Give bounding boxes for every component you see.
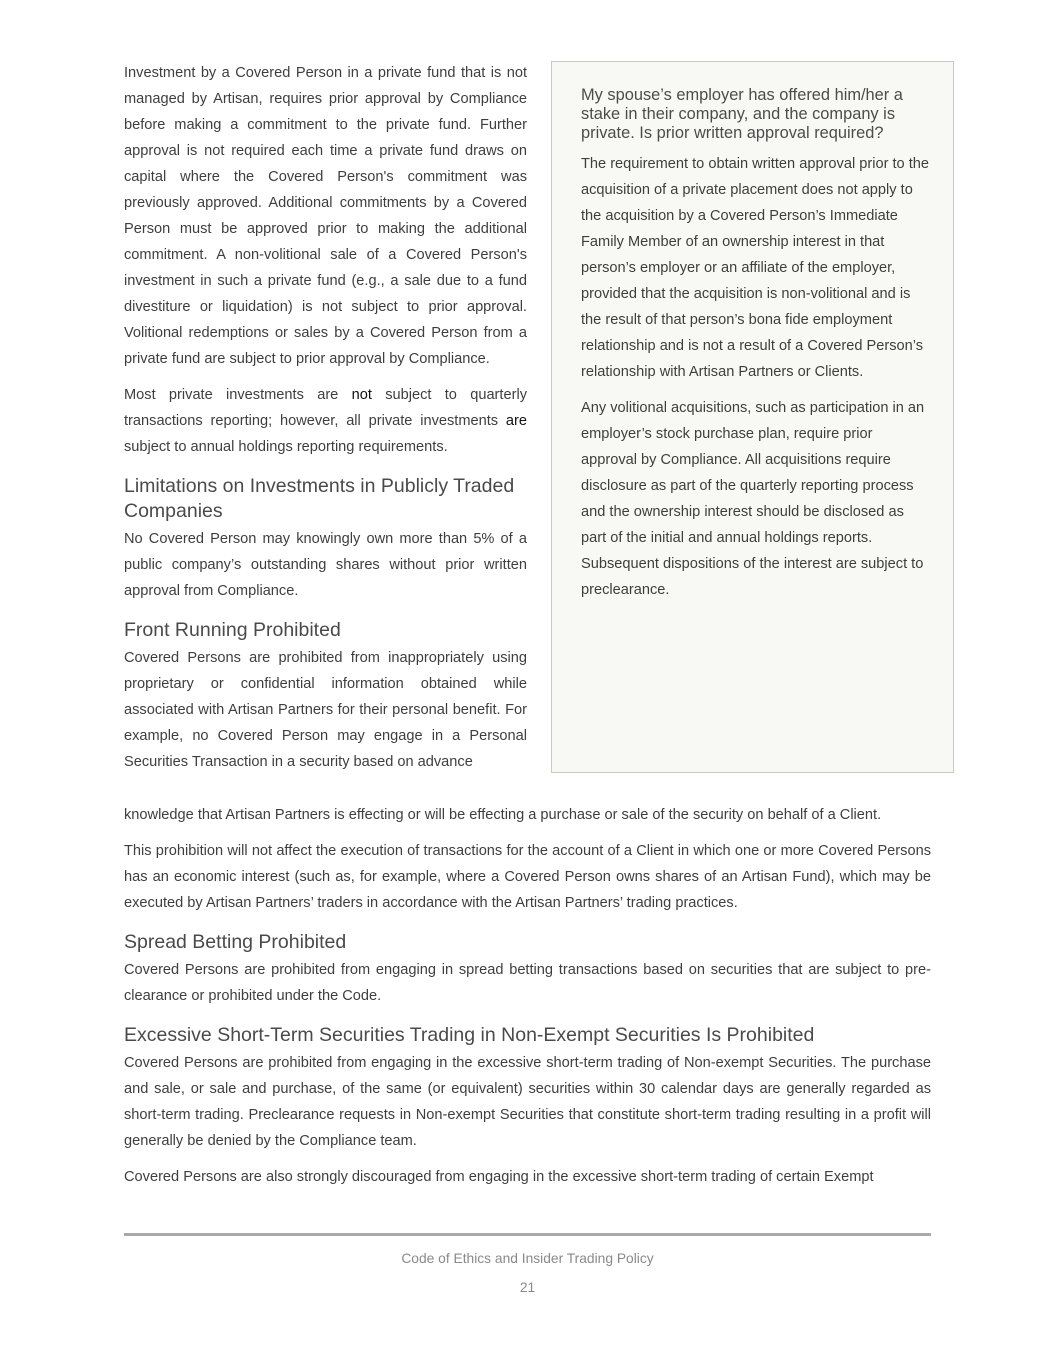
faq-callout-box <box>551 61 954 773</box>
spread-betting-paragraph: Covered Persons are prohibited from engaging in spread betting transactions based on securities that are subject to pre-clearance or prohibited under the Code. <box>124 962 931 1004</box>
footer-title: Code of Ethics and Insider Trading Policy <box>401 1251 654 1266</box>
heading-excessive-trading: Excessive Short-Term Securities Trading in Non-Exempt Securities Is Prohibited <box>124 1024 815 1046</box>
exempt-trading-paragraph: Covered Persons are also strongly discouraged from engaging in the excessive short-term trading of certain Exempt <box>124 1169 874 1185</box>
heading-limitations: Limitations on Investments in Publicly Traded Companies <box>124 475 515 522</box>
excessive-trading-paragraph: Covered Persons are prohibited from engaging in the excessive short-term trading of Non-exempt Securities. The purchase and sale, or sale and purchase, of the same (or equivalent) securities within 30 calendar days are generally regarded as short-term trading. Preclearance requests in Non-exempt Securities that constitute short-term trading resulting in a profit will generally be denied by the Compliance team. <box>124 1055 931 1149</box>
left-column <box>124 60 527 775</box>
footer-divider <box>124 1233 931 1236</box>
prohibition-paragraph: This prohibition will not affect the execution of transactions for the account of a Client in which one or more Covered Persons has an economic interest (such as, for example, where a Covered Person owns shares of an Artisan Fund), which may be executed by Artisan Partners’ traders in accordance with the Artisan Partners’ trading practices. <box>124 843 931 911</box>
page-number: 21 <box>519 1280 536 1295</box>
callout-answer-2: Any volitional acquisitions, such as participation in an employer’s stock purchase plan, require prior approval by Compliance. All acquisitions require disclosure as part of the quarterly reporting process and the ownership interest should be disclosed as part of the initial and annual holdings reports. Subsequent dispositions of the interest are subject to preclearance. <box>581 400 925 598</box>
private-investments-paragraph <box>124 382 527 460</box>
front-running-paragraph: Covered Persons are prohibited from inappropriately using proprietary or confidential information obtained while associated with Artisan Partners for their personal benefit. For example, no Covered Person may engage in a Personal Securities Transaction in a security based on advance <box>124 650 527 770</box>
emphasis-not: not <box>351 387 372 403</box>
private-investments-text-b: subject to quarterly transactions reporting; however, all private investments <box>124 387 527 429</box>
callout-question: My spouse’s employer has offered him/her a stake in their company, and the company is private. Is prior written approval required? <box>581 86 903 142</box>
private-investments-text-c: subject to annual holdings reporting requirements. <box>124 439 448 455</box>
full-width-section <box>124 802 931 1190</box>
limitations-paragraph: No Covered Person may knowingly own more than 5% of a public company’s outstanding shares without prior written approval from Compliance. <box>124 531 527 599</box>
private-fund-paragraph: Investment by a Covered Person in a private fund that is not managed by Artisan, requires prior approval by Compliance before making a commitment to the private fund. Further approval is not required each time a private fund draws on capital where the Covered Person's commitment was previously approved. Additional commitments by a Covered Person must be approved prior to making the additional commitment. A non-volitional sale of a Covered Person's investment in such a private fund (e.g., a sale due to a fund divestiture or liquidation) is not subject to prior approval. Volitional redemptions or sales by a Covered Person from a private fund are subject to prior approval by Compliance. <box>124 65 527 367</box>
front-running-continuation: knowledge that Artisan Partners is effecting or will be effecting a purchase or sale of the security on behalf of a Client. <box>124 807 882 823</box>
emphasis-are: are <box>505 413 527 429</box>
callout-answer-1: The requirement to obtain written approval prior to the acquisition of a private placement does not apply to the acquisition by a Covered Person’s Immediate Family Member of an ownership interest in that person’s employer or an affiliate of the employer, provided that the acquisition is non-volitional and is the result of that person’s bona fide employment relationship and is not a result of a Covered Person’s relationship with Artisan Partners or Clients. <box>581 156 930 380</box>
heading-front-running: Front Running Prohibited <box>124 619 341 641</box>
heading-spread-betting: Spread Betting Prohibited <box>124 931 347 953</box>
private-investments-text-a: Most private investments are <box>124 387 352 403</box>
